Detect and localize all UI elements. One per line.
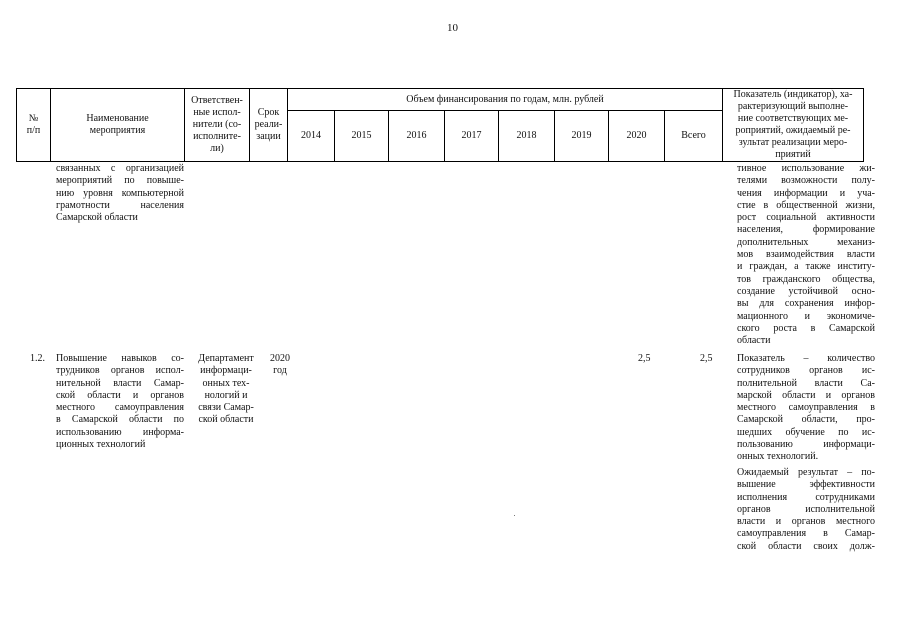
- scan-speck: [514, 515, 515, 516]
- header-year: 2017: [445, 111, 499, 162]
- row1-term: 2020 год: [270, 353, 290, 377]
- header-year: 2014: [288, 111, 335, 162]
- row1-value-total: 2,5: [700, 353, 713, 364]
- header-year: 2019: [555, 111, 609, 162]
- header-num: № п/п: [17, 89, 51, 162]
- header-term: Срок реали- зации: [250, 89, 288, 162]
- row1-value-2020: 2,5: [638, 353, 651, 364]
- row0-name: связанных с организацией мероприятий по повыше- нию уровня компьютерной грамотности населения Самарской области: [56, 163, 184, 224]
- page-number: 10: [447, 22, 458, 34]
- header-funding: Объем финансирования по годам, млн. рублей: [288, 89, 723, 111]
- table-header: [16, 88, 864, 162]
- row1-num: 1.2.: [30, 353, 45, 364]
- header-year: 2015: [335, 111, 389, 162]
- header-year: 2016: [389, 111, 445, 162]
- row1-name: Повышение навыков со- трудников органов испол- нительной власти Самар- ской области и органов местного самоуправления в Самарской области по использованию информа- ционных технологий: [56, 353, 184, 451]
- header-executors: Ответствен- ные испол- нители (со- исполните- ли): [185, 89, 250, 162]
- header-year: 2020: [609, 111, 665, 162]
- header-year: 2018: [499, 111, 555, 162]
- row1-result: Ожидаемый результат – по- вышение эффективности исполнения сотрудниками органов исполнительной власти и органов местного самоуправления в Самар- ской области своих долж-: [737, 467, 875, 552]
- row0-indicator: тивное использование жи- телями возможности полу- чения информации и уча- стие в общественной жизни, рост социальной активности населения, формирование дополнительных механиз- мов взаимодействия власти и граждан, а также институ- тов гражданского общества, создание устойчивой осно- вы для сохранения инфор- мационного и экономиче- ского роста в Самарской области: [737, 163, 875, 347]
- row1-indicator: Показатель – количество сотрудников органов ис- полнительной власти Са- марской области и органов местного самоуправления в Самарской области, про- шедших обучение по ис- пользованию информаци- онных технологий.: [737, 353, 875, 463]
- row1-executor: Департамент информаци- онных тех- нологий и связи Самар- ской области: [198, 353, 254, 426]
- header-name: Наименование мероприятия: [51, 89, 185, 162]
- header-indicator: Показатель (индикатор), ха- рактеризующий выполне- ние соответствующих ме- роприятий, ожидаемый ре- зультат реализации меро- приятий: [723, 89, 864, 162]
- header-year-total: Всего: [665, 111, 723, 162]
